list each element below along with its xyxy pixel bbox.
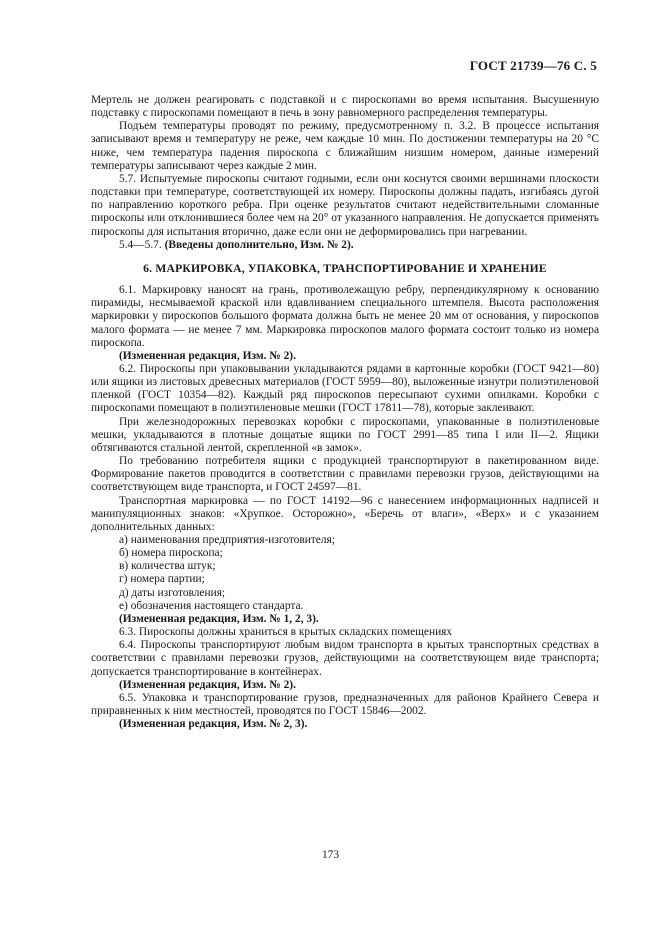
- paragraph-5-7: 5.7. Испытуемые пироскопы считают годными, если они коснутся своими вершинами плоскости подставки при температуре, соответствующей их номеру. Пироскопы должны падать, изгибаясь дугой по направлению короткого ребра. При оценке результатов считают недействительными сломанные пироскопы или отклонившиеся более чем на 20° от указанного направления. Не допускается применять пироскопы для испытания вторично, даже если они не деформировались при нагревании.: [91, 172, 599, 238]
- paragraph-6-2-packets: По требованию потребителя ящики с продукцией транспортируют в пакетированном виде. Формирование пакетов проводится в соответствии с правилами перевозки грузов, действующими на соответствующем виде транспорта, и ГОСТ 24597—81.: [91, 455, 599, 494]
- list-item: в) количества штук;: [119, 560, 216, 573]
- note-6-4: (Измененная редакция, Изм. № 2).: [119, 678, 296, 691]
- paragraph-6-1: 6.1. Маркировку наносят на грань, противолежащую ребру, перпендикулярному к основанию пирамиды, несмываемой краской или вдавливанием специального штемпеля. Высота расположения маркировки у пироскопов большого формата должна быть не менее 20 мм от основания, у пироскопов малого формата — не менее 7 мм. Маркировка пироскопов малого формата состоит только из номера пироскопа.: [91, 284, 599, 349]
- section-title: 6. МАРКИРОВКА, УПАКОВКА, ТРАНСПОРТИРОВАНИЕ И ХРАНЕНИЕ: [143, 261, 547, 275]
- paragraph-6-4: 6.4. Пироскопы транспортируют любым видом транспорта в крытых транспортных средствах в соответствии с правилами перевозки грузов, действующими на соответствующем виде транспорта; допускается транспортирование в контейнерах.: [91, 639, 599, 678]
- note-6-2: (Измененная редакция, Изм. № 1, 2, 3).: [119, 612, 319, 625]
- paragraph-6-3: 6.3. Пироскопы должны храниться в крытых складских помещениях: [119, 626, 453, 639]
- note-6-1: (Измененная редакция, Изм. № 2).: [119, 349, 296, 362]
- paragraph-6-5: 6.5. Упаковка и транспортирование грузов, предназначенных для районов Крайнего Севера и приравненных к ним местностей, проводятся по ГОСТ 15846—2002.: [91, 691, 599, 718]
- list-item: а) наименования предприятия-изготовителя;: [119, 534, 335, 546]
- paragraph-intro-2: Подъем температуры проводят по режиму, предусмотренному п. 3.2. В процессе испытания записывают время и температуру не реже, чем каждые 10 мин. По достижении температуры на 20 °С ниже, чем температура падения пироскопа с ближайшим низшим номером, данные измерений температуры записывают через каждые 2 мин.: [91, 120, 599, 172]
- paragraph-6-2-rail: При железнодорожных перевозках коробки с пироскопами, упакованные в полиэтиленовые мешки, укладываются в плотные дощатые ящики по ГОСТ 2991—85 типа I или II—2. Ящики обтягиваются стальной лентой, скрепленной «в замок».: [91, 415, 599, 454]
- page-header: ГОСТ 21739—76 С. 5: [469, 58, 597, 73]
- paragraph-6-2: 6.2. Пироскопы при упаковывании укладываются рядами в картонные коробки (ГОСТ 9421—80) или ящики из листовых древесных материалов (ГОСТ 5959—80), выложенные изнутри полиэтиленовой пленкой (ГОСТ 10354—82). Каждый ряд пироскопов пересыпают сухими опилками. Коробки с пироскопами помещают в полиэтиленовые мешки (ГОСТ 17811—78), которые заклеивают.: [91, 362, 599, 415]
- note-prefix: 5.4—5.7.: [119, 238, 165, 251]
- marking-data-list: [91, 534, 599, 613]
- note-text: (Введены дополнительно, Изм. № 2).: [164, 238, 354, 251]
- list-item: д) даты изготовления;: [119, 586, 226, 599]
- paragraph-6-2-marking: Транспортная маркировка — по ГОСТ 14192—96 с нанесением информационных надписей и манипуляционных знаков: «Хрупкое. Осторожно», «Беречь от влаги», «Верх» и с указанием дополнительных данных:: [91, 494, 599, 533]
- note-5-4-5-7: [91, 239, 599, 252]
- list-item: б) номера пироскопа;: [119, 547, 223, 560]
- note-6-5: (Измененная редакция, Изм. № 2, 3).: [119, 718, 308, 731]
- list-item: г) номера партии;: [119, 573, 205, 586]
- document-body: [91, 94, 599, 731]
- page-number: 173: [321, 849, 340, 861]
- paragraph-intro-1: Мертель не должен реагировать с подставкой и с пироскопами во время испытания. Высушенную подставку с пироскопами помещают в печь в зону равномерного распределения температуры.: [91, 94, 599, 120]
- list-item: е) обозначения настоящего стандарта.: [119, 599, 304, 612]
